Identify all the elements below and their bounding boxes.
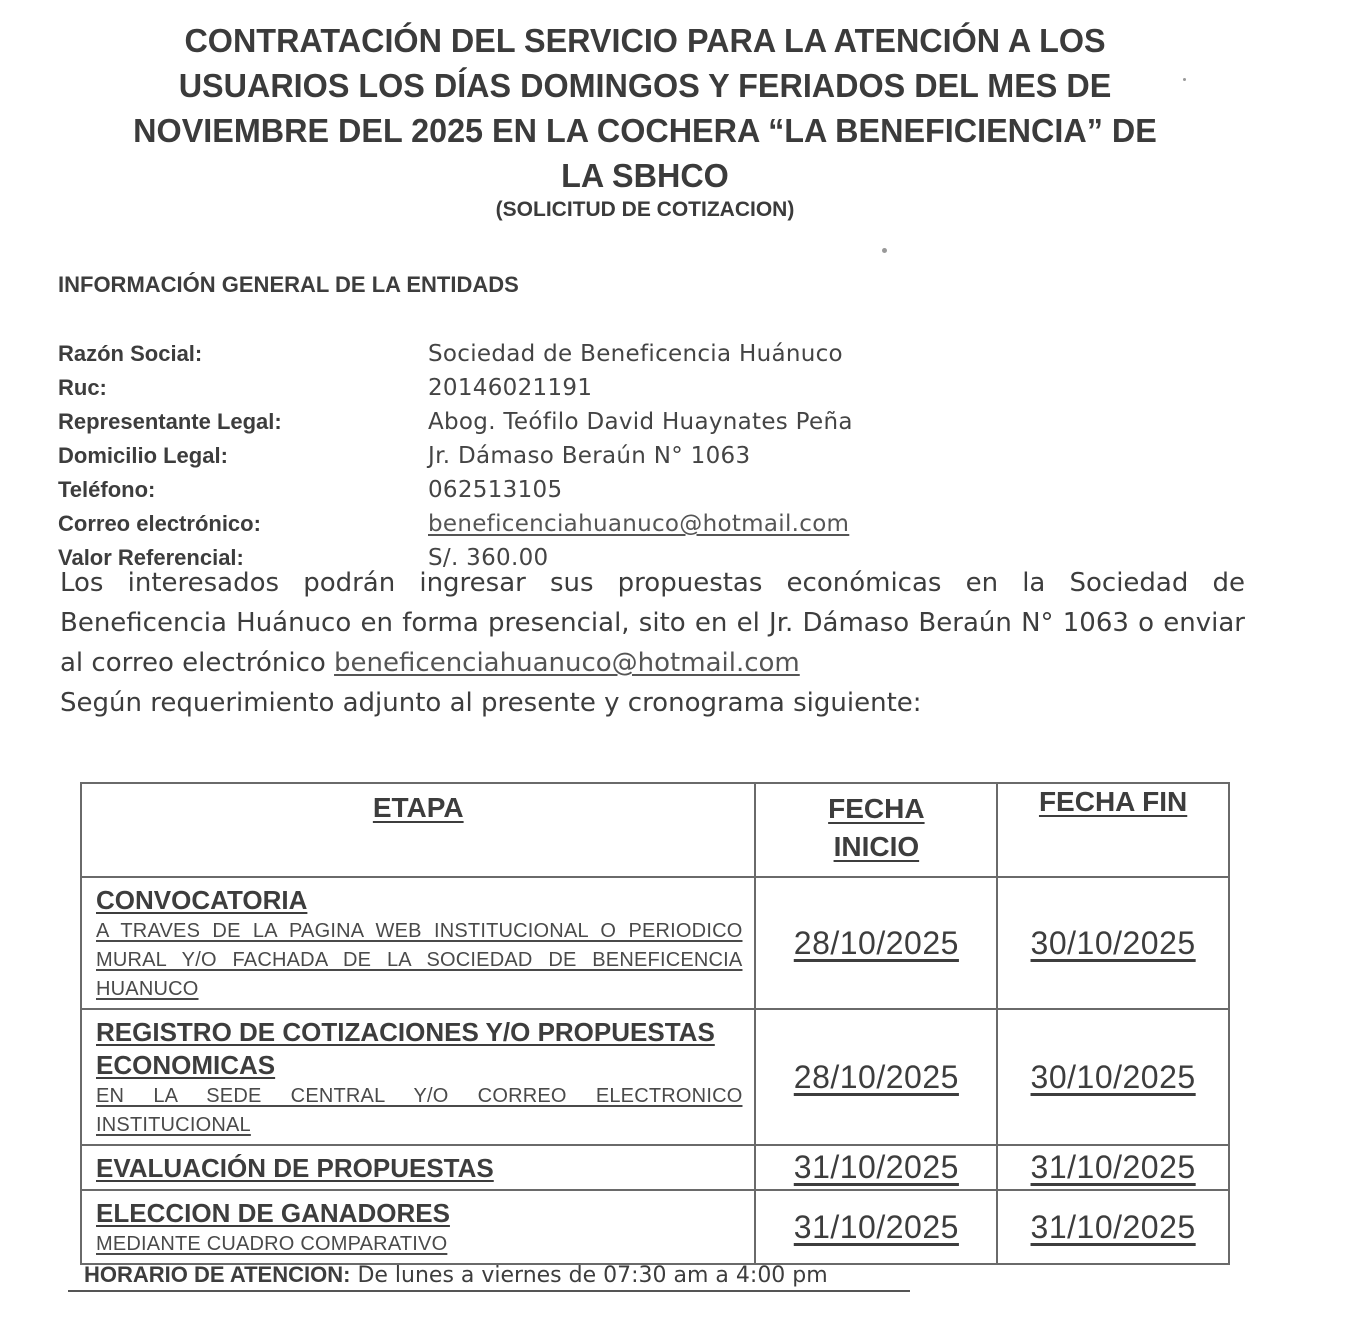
info-label: Valor Referencial: xyxy=(58,545,244,570)
stage-title: CONVOCATORIA xyxy=(96,885,308,915)
info-value: 20146021191 xyxy=(428,375,593,401)
stage-cell xyxy=(81,1145,755,1190)
section-heading: INFORMACIÓN GENERAL DE LA ENTIDADS xyxy=(58,272,519,297)
email-link[interactable]: beneficenciahuanuco@hotmail.com xyxy=(428,511,850,537)
email-link[interactable]: beneficenciahuanuco@hotmail.com xyxy=(334,648,800,678)
title-line: CONTRATACIÓN DEL SERVICIO PARA LA ATENCIÓN A LOS xyxy=(184,22,1106,59)
header-etapa: ETAPA xyxy=(81,783,755,877)
info-value: Abog. Teófilo David Huaynates Peña xyxy=(428,409,853,435)
stage-title: REGISTRO DE COTIZACIONES Y/O PROPUESTAS ECONOMICAS xyxy=(96,1017,715,1080)
paragraph-text: Los interesados podrán ingresar sus propuestas económicas en la Sociedad de Beneficencia Huánuco en forma presencial, sito en el Jr. Dámaso Beraún N° 1063 o enviar al correo electrónico xyxy=(60,568,1245,678)
info-row-correo xyxy=(58,507,853,541)
table-row xyxy=(81,1190,1229,1264)
info-label: Razón Social: xyxy=(58,341,203,366)
info-label: Representante Legal: xyxy=(58,409,282,434)
hours-value: De lunes a viernes de 07:30 am a 4:00 pm xyxy=(350,1263,828,1288)
info-row-domicilio xyxy=(58,439,853,473)
scan-speck xyxy=(1183,78,1186,81)
info-row-ruc xyxy=(58,371,853,405)
stage-title: EVALUACIÓN DE PROPUESTAS xyxy=(96,1153,494,1183)
header-text: INICIO xyxy=(833,831,920,862)
info-row-representante xyxy=(58,405,853,439)
schedule-table xyxy=(80,782,1230,1265)
table-row xyxy=(81,1009,1229,1145)
header-fecha-fin: FECHA FIN xyxy=(997,783,1229,877)
stage-cell xyxy=(81,877,755,1009)
scan-speck xyxy=(882,248,887,253)
end-date: 30/10/2025 xyxy=(997,1009,1229,1145)
title-line: USUARIOS LOS DÍAS DOMINGOS Y FERIADOS DEL MES DE xyxy=(178,67,1112,104)
info-label: Teléfono: xyxy=(58,477,156,502)
header-text: FECHA xyxy=(828,793,925,824)
entity-info-list xyxy=(58,337,853,575)
document-title xyxy=(72,18,1219,198)
info-value: S/. 360.00 xyxy=(428,545,549,571)
info-value: 062513105 xyxy=(428,477,563,503)
info-label: Domicilio Legal: xyxy=(58,443,228,468)
header-fecha-inicio xyxy=(755,783,997,877)
stage-cell xyxy=(81,1190,755,1264)
hours-label: HORARIO DE ATENCION: xyxy=(84,1262,351,1287)
info-value: Sociedad de Beneficencia Huánuco xyxy=(428,341,843,367)
end-date: 30/10/2025 xyxy=(997,877,1229,1009)
stage-description: EN LA SEDE CENTRAL Y/O CORREO ELECTRONICO INSTITUCIONAL xyxy=(96,1085,743,1136)
info-label: Ruc: xyxy=(58,375,107,400)
end-date: 31/10/2025 xyxy=(997,1190,1229,1264)
info-label: Correo electrónico: xyxy=(58,511,261,536)
stage-cell xyxy=(81,1009,755,1145)
title-line: LA SBHCO xyxy=(561,157,729,194)
instructions-paragraph xyxy=(60,563,1245,723)
end-date: 31/10/2025 xyxy=(997,1145,1229,1190)
info-row-razon-social xyxy=(58,337,853,371)
table-row xyxy=(81,877,1229,1009)
document-subtitle: (SOLICITUD DE COTIZACION) xyxy=(495,198,795,221)
start-date: 31/10/2025 xyxy=(755,1145,997,1190)
info-row-telefono xyxy=(58,473,853,507)
paragraph-text: Según requerimiento adjunto al presente y cronograma siguiente: xyxy=(60,688,922,718)
stage-description: A TRAVES DE LA PAGINA WEB INSTITUCIONAL O PERIODICO MURAL Y/O FACHADA DE LA SOCIEDAD DE BENEFICENCIA HUANUCO xyxy=(96,920,743,1000)
start-date: 28/10/2025 xyxy=(755,1009,997,1145)
table-header-row xyxy=(81,783,1229,877)
stage-title: ELECCION DE GANADORES xyxy=(96,1198,450,1228)
table-row xyxy=(81,1145,1229,1190)
title-line: NOVIEMBRE DEL 2025 EN LA COCHERA “LA BENEFICIENCIA” DE xyxy=(133,112,1157,149)
info-value: Jr. Dámaso Beraún N° 1063 xyxy=(428,443,751,469)
stage-description: MEDIANTE CUADRO COMPARATIVO xyxy=(96,1233,448,1255)
office-hours xyxy=(68,1262,910,1292)
start-date: 31/10/2025 xyxy=(755,1190,997,1264)
start-date: 28/10/2025 xyxy=(755,877,997,1009)
